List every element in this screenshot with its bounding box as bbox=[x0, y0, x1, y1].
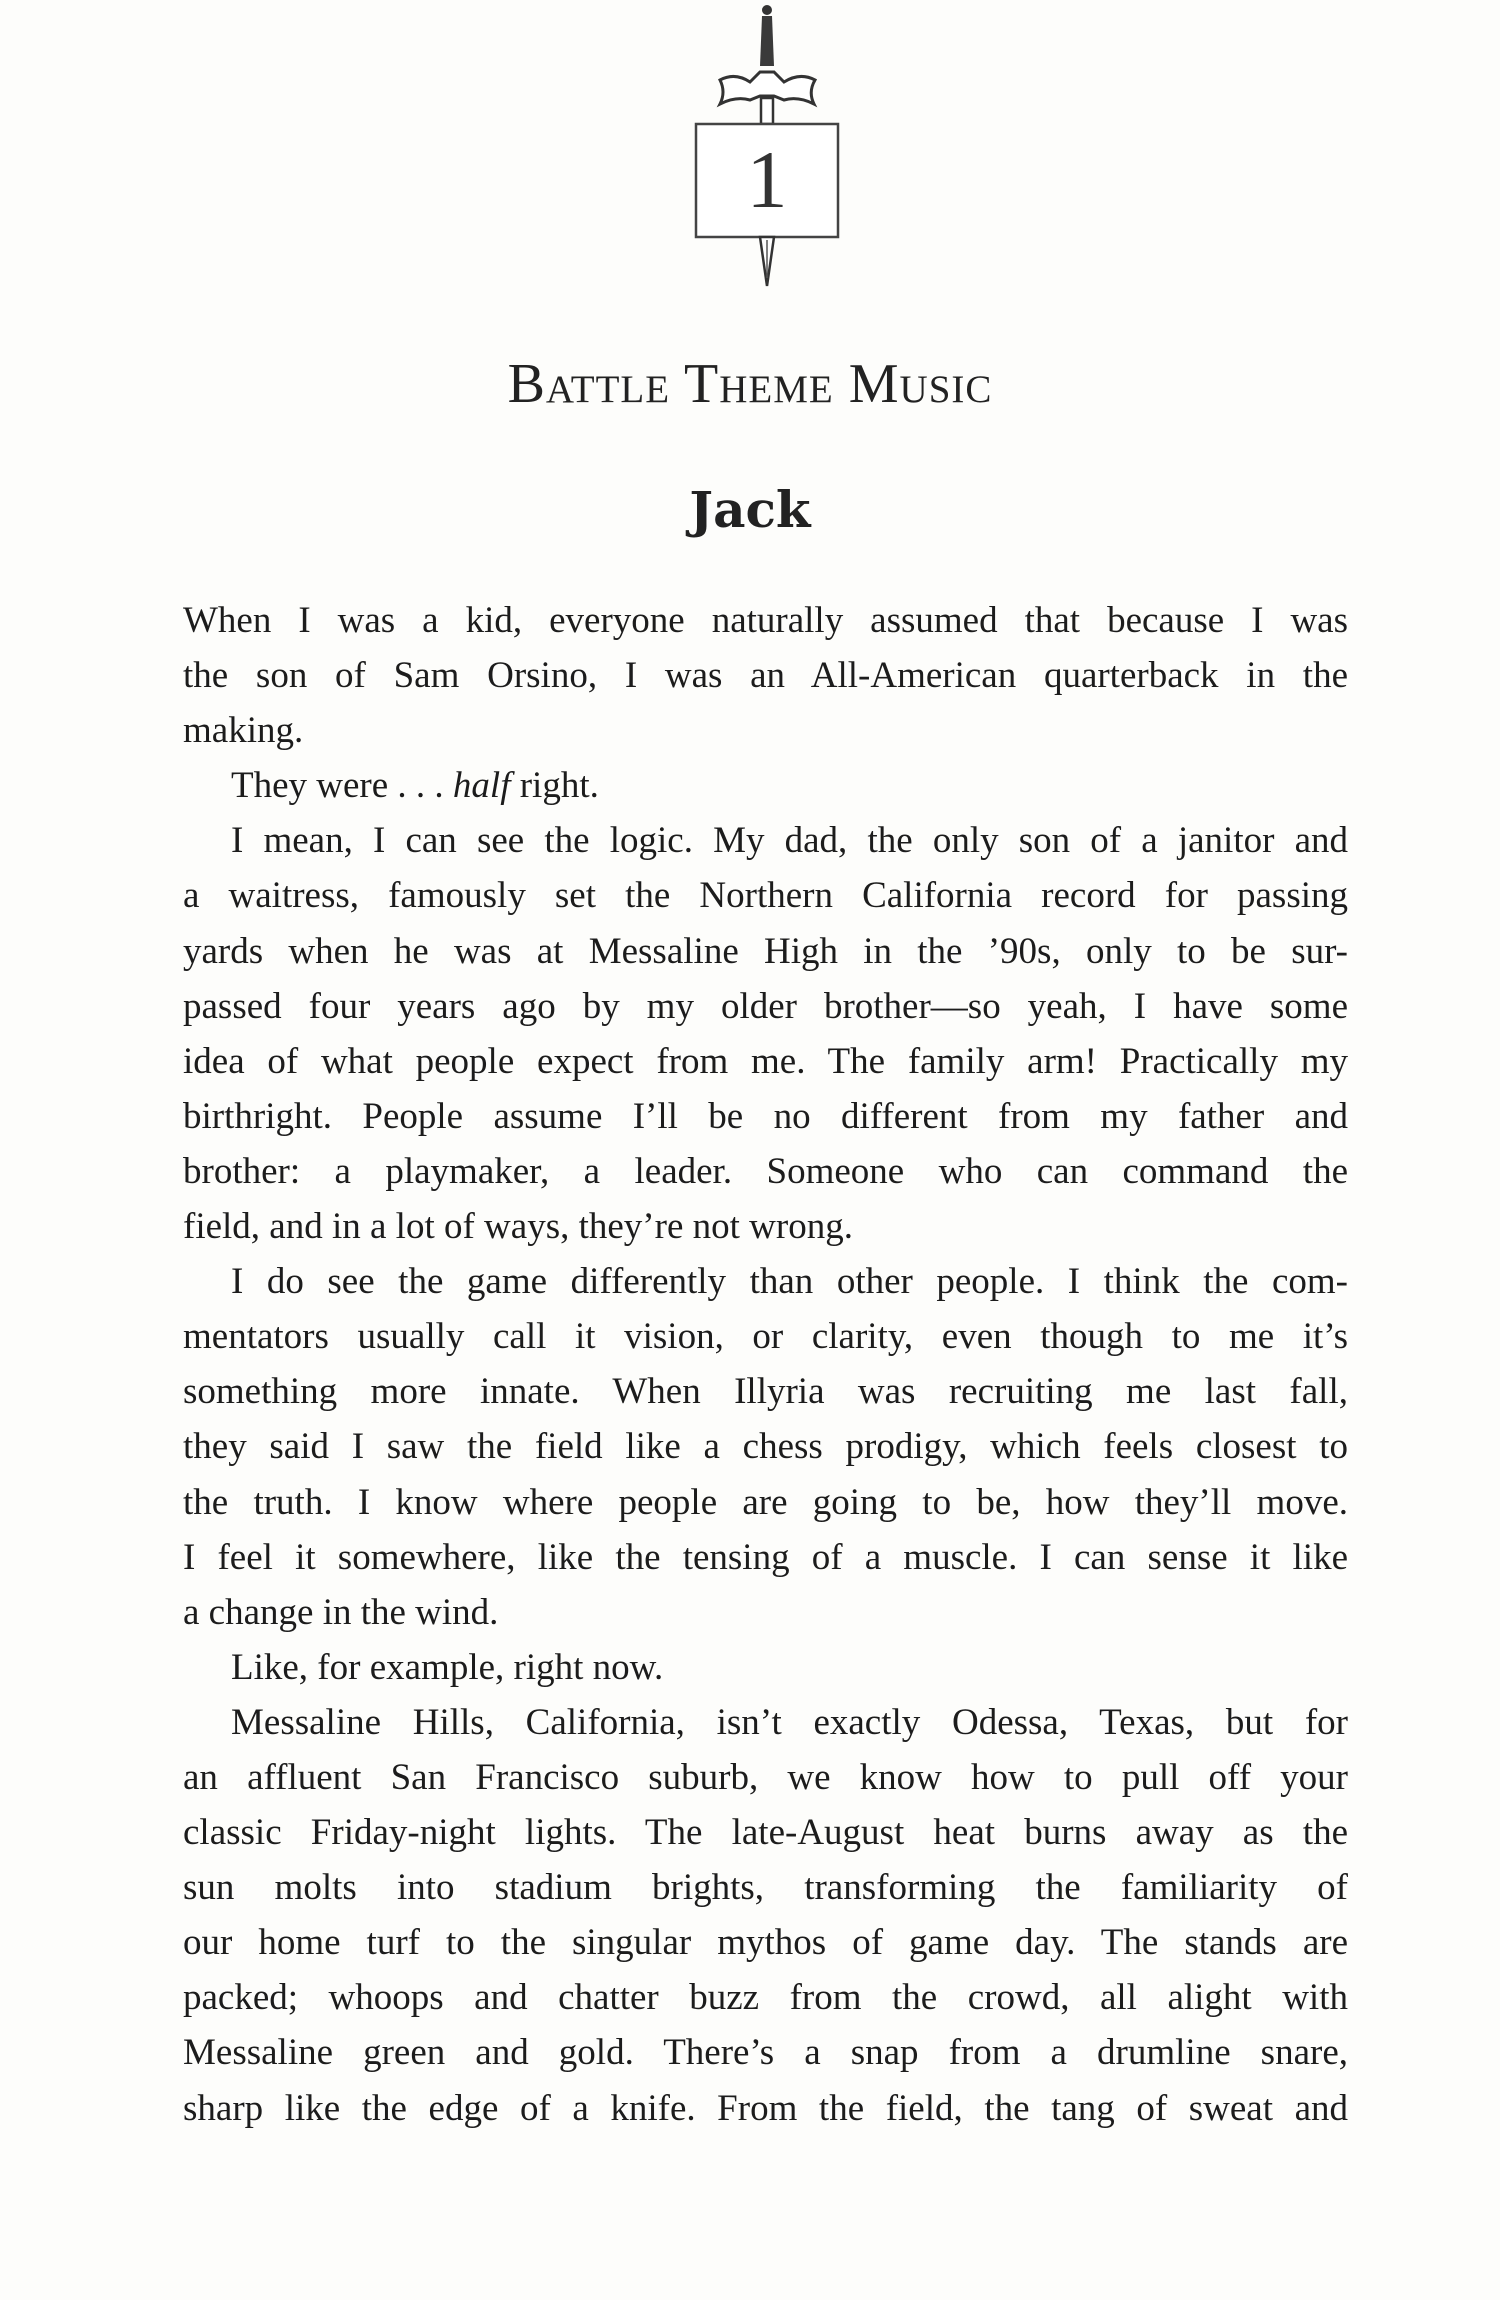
text-segment: They were . . . bbox=[231, 765, 453, 807]
text-line: I feel it somewhere, like the tensing of a muscle. I can sense it like bbox=[183, 1536, 1348, 1578]
text-line: yards when he was at Messaline High in the ’90s, only to be sur- bbox=[183, 930, 1348, 972]
chapter-title: Battle Theme Music bbox=[507, 353, 993, 415]
text-line: When I was a kid, everyone naturally assumed that because I was bbox=[183, 600, 1348, 641]
text-segment: right. bbox=[510, 765, 599, 807]
text-line bbox=[183, 758, 1348, 813]
text-line: they said I saw the field like a chess prodigy, which feels closest to bbox=[183, 1426, 1348, 1468]
text-line: field, and in a lot of ways, they’re not wrong. bbox=[183, 1206, 853, 1248]
text-line: the truth. I know where people are going to be, how they’ll move. bbox=[183, 1481, 1348, 1523]
text-line: Messaline Hills, California, isn’t exactly Odessa, Texas, but for bbox=[231, 1701, 1348, 1743]
text-line: our home turf to the singular mythos of game day. The stands are bbox=[183, 1922, 1348, 1964]
text-line: a waitress, famously set the Northern California record for passing bbox=[183, 875, 1348, 917]
chapter-number: 1 bbox=[746, 134, 788, 225]
text-line: birthright. People assume I’ll be no different from my father and bbox=[183, 1095, 1348, 1137]
sword-chapter-emblem bbox=[690, 0, 845, 300]
text-line: I mean, I can see the logic. My dad, the only son of a janitor and bbox=[231, 820, 1348, 862]
text-line: sun molts into stadium brights, transforming the familiarity of bbox=[183, 1867, 1348, 1909]
text-line: classic Friday-night lights. The late-August heat burns away as the bbox=[183, 1812, 1348, 1854]
text-line: brother: a playmaker, a leader. Someone who can command the bbox=[183, 1150, 1348, 1192]
text-line: Like, for example, right now. bbox=[231, 1646, 664, 1688]
text-line: making. bbox=[183, 710, 304, 752]
italic-text: half bbox=[452, 765, 511, 807]
text-line: passed four years ago by my older brother—so yeah, I have some bbox=[183, 985, 1348, 1027]
text-line: an affluent San Francisco suburb, we know how to pull off your bbox=[183, 1756, 1348, 1798]
text-line: I do see the game differently than other people. I think the com- bbox=[231, 1261, 1348, 1303]
text-line: idea of what people expect from me. The family arm! Practically my bbox=[183, 1040, 1348, 1082]
text-line: sharp like the edge of a knife. From the field, the tang of sweat and bbox=[183, 2087, 1348, 2129]
text-line: the son of Sam Orsino, I was an All-American quarterback in the bbox=[183, 655, 1348, 697]
text-line: a change in the wind. bbox=[183, 1591, 499, 1633]
chapter-body-text bbox=[183, 593, 1348, 2136]
text-line: Messaline green and gold. There’s a snap from a drumline snare, bbox=[183, 2032, 1348, 2074]
text-line: packed; whoops and chatter buzz from the crowd, all alight with bbox=[183, 1977, 1348, 2019]
text-line: something more innate. When Illyria was recruiting me last fall, bbox=[183, 1371, 1348, 1413]
pov-character-name: Jack bbox=[689, 480, 811, 539]
text-line: mentators usually call it vision, or clarity, even though to me it’s bbox=[183, 1316, 1348, 1358]
